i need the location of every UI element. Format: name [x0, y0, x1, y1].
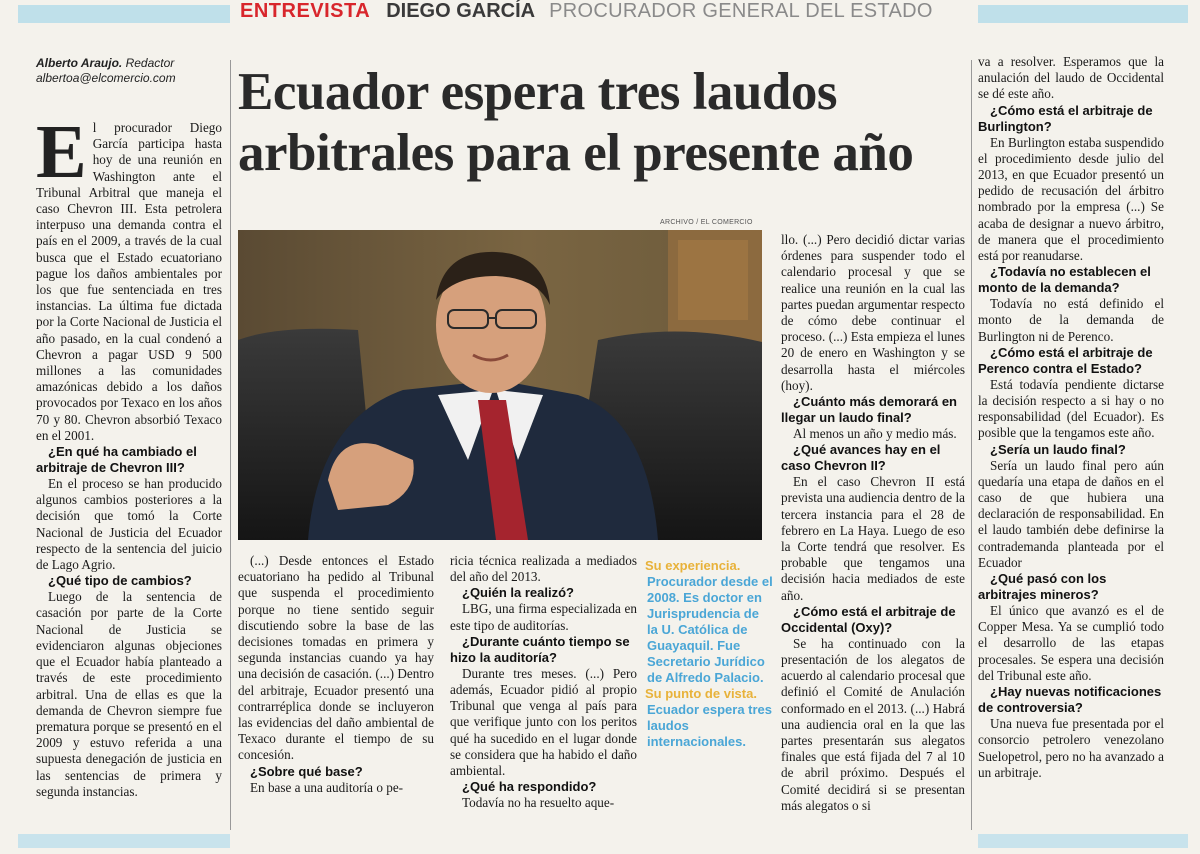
- question: ¿Quién la realizó?: [462, 585, 574, 601]
- sidebar-text-experience: Procurador desde el 2008. Es doctor en Jurisprudencia de la U. Católica de Guayaquil. Fue Secretario Jurídico de Alfredo Palacio.: [647, 574, 773, 685]
- column-3: [450, 553, 637, 811]
- question: ¿Todavía no establecen el monto de la demanda?: [978, 264, 1151, 296]
- answer: Se ha continuado con la presentación de los alegatos de acuerdo al calendario procesal que definió el Comité de Anulación conformado en el 2013. (...) Habrá una audiencia oral en la que las partes presentarán sus alegatos finales que está fijada del 7 al 10 de abril próximo. Después el Comité decidirá si se presentan más alegatos o si: [781, 635, 965, 813]
- photo-credit: ARCHIVO / EL COMERCIO: [660, 219, 753, 226]
- byline: [36, 56, 176, 86]
- answer: En Burlington estaba suspendido el procedimiento desde julio del 2013, en que Ecuador presentó un pedido de recusación del árbitro nombrado por la empresa (...) Se acaba de designar a nuevo árbitro, de manera que el procedimiento está por reanudarse.: [978, 134, 1164, 264]
- section-label: ENTREVISTA: [240, 0, 371, 22]
- answer: Sería un laudo final pero aún quedaría una etapa de daños en el caso de que hubiera una declaración de responsabilidad. En el laudo también debe definirse la contrademanda planteada por el Ecuador: [978, 457, 1164, 570]
- question: ¿Cómo está el arbitraje de Burlington?: [978, 102, 1153, 134]
- author-title: Redactor: [125, 56, 175, 70]
- bottom-right-color-band: [978, 834, 1188, 848]
- headline: [238, 62, 968, 184]
- interview-photo: [238, 230, 762, 540]
- question: ¿Sobre qué base?: [250, 763, 363, 779]
- portrait-illustration: [238, 230, 762, 540]
- answer: Al menos un año y medio más.: [793, 426, 957, 442]
- column-4: [781, 232, 965, 814]
- author-name: Alberto Araujo.: [36, 56, 123, 70]
- answer: Todavía no ha resuelto aque-: [462, 795, 615, 811]
- sidebar-heading-viewpoint: Su punto de vista.: [645, 686, 757, 701]
- answer: En base a una auditoría o pe-: [250, 779, 404, 795]
- headline-line-2: arbitrales para el presente año: [238, 124, 914, 182]
- answer: (...) Desde entonces el Estado ecuatoriano ha pedido al Tribunal que suspenda el procedimiento porque no tiene sentido seguir discutiendo sobre la base de las decisiones tomadas en primera y segunda instancias cuando ya hay una decisión de casación. (...) Dentro del arbitraje, Ecuador presentó una contrarréplica donde se incluyeron las evidencias del daño ambiental de Texaco durante el tiempo de su concesión.: [238, 553, 434, 763]
- profile-sidebar: [645, 558, 773, 750]
- interviewee-name: DIEGO GARCÍA: [386, 0, 536, 22]
- answer: El único que avanzó es el de Copper Mesa. Ya se cumplió todo el desarrollo de las etapas procesales. Se espera una decisión del Tribunal este año.: [978, 603, 1164, 683]
- question: ¿Sería un laudo final?: [990, 441, 1126, 457]
- question: ¿Cómo está el arbitraje de Occidental (Oxy)?: [781, 603, 956, 635]
- interviewee-role: PROCURADOR GENERAL DEL ESTADO: [549, 0, 933, 22]
- question: ¿Qué tipo de cambios?: [48, 573, 192, 589]
- column-divider: [230, 60, 231, 830]
- section-header: [240, 0, 933, 30]
- question: ¿Hay nuevas notificaciones de controversia?: [978, 684, 1162, 716]
- answer: ricia técnica realizada a mediados del año del 2013.: [450, 553, 637, 585]
- question: ¿Durante cuánto tiempo se hizo la auditoría?: [450, 633, 630, 665]
- answer: Una nueva fue presentada por el consorcio petrolero venezolano Suelopetrol, pero no ha avanzado a un arbitraje.: [978, 716, 1164, 780]
- headline-line-1: Ecuador espera tres laudos: [238, 63, 837, 121]
- column-2: [238, 553, 434, 796]
- sidebar-heading-experience: Su experiencia.: [645, 558, 741, 573]
- top-right-color-band: [978, 5, 1188, 23]
- author-email: albertoa@elcomercio.com: [36, 71, 176, 85]
- column-5: [978, 54, 1164, 781]
- answer: En el caso Chevron II está prevista una audiencia dentro de la tercera instancia para el 28 de febrero en La Haya. Luego de eso la Corte tendrá que resolver. Es probable que tengamos una decisión hacia mediados de este año.: [781, 474, 965, 603]
- answer: En el proceso se han producido algunos cambios posteriores a la decisión que tomó la Corte Nacional de Justicia del Ecuador respecto de la sentencia del juicio de Lago Agrio.: [36, 476, 222, 573]
- answer: llo. (...) Pero decidió dictar varias órdenes para suspender todo el calendario procesal y que se realice una reunión en la cual las partes puedan argumentar respecto de cómo debe continuar el proceso. (...) Esta empieza el lunes 20 de enero en Washington y se desarrolla hasta el miércoles (hoy).: [781, 232, 965, 393]
- question: ¿Cuánto más demorará en llegar un laudo final?: [781, 394, 957, 426]
- sidebar-text-viewpoint: Ecuador espera tres laudos internacionales.: [647, 702, 773, 749]
- answer: va a resolver. Esperamos que la anulación del laudo de Occidental se dé este año.: [978, 54, 1164, 102]
- question: ¿Cómo está el arbitraje de Perenco contra el Estado?: [978, 344, 1153, 376]
- column-1: [36, 110, 222, 800]
- answer: Todavía no está definido el monto de la demanda de Burlington ni de Perenco.: [978, 296, 1164, 344]
- top-left-color-band: [18, 5, 230, 23]
- drop-cap: E: [36, 110, 87, 194]
- answer: Está todavía pendiente dictarse la decisión respecto a si hay o no responsabilidad (del Ecuador). Es posible que la tengamos este año.: [978, 376, 1164, 441]
- bottom-left-color-band: [18, 834, 230, 848]
- question: ¿Qué pasó con los arbitrajes mineros?: [978, 571, 1107, 603]
- question: ¿Qué ha respondido?: [462, 779, 597, 795]
- column-divider: [971, 60, 972, 830]
- answer: LBG, una firma especializada en este tipo de auditorías.: [450, 601, 637, 633]
- answer: Durante tres meses. (...) Pero además, Ecuador pidió al propio Tribunal que venga al país para que verifique junto con los peritos qué ha sucedido en el lugar donde se considera que ha habido el daño ambiental.: [450, 665, 637, 779]
- question: ¿Qué avances hay en el caso Chevron II?: [781, 442, 941, 474]
- intro-paragraph: l procurador Diego García participa hasta hoy de una reunión en Washington ante el Tribunal Arbitral que maneja el caso Chevron III. Esta petrolera interpuso una demanda contra el país en el 2009, a través de la cual busca que el Estado ecuatoriano pague los daños ambientales por los que fue sentenciada en tres instancias. La última fue dictada por la Corte Nacional de Justicia el año pasado, en la cual condenó a Chevron a pagar USD 9 500 millones a las comunidades amazónicas debido a los daños provocados por Texaco en los años 70 y 80. Chevron absorbió Texaco en el 2001.: [36, 120, 222, 443]
- answer: Luego de la sentencia de casación por parte de la Corte Nacional de Justicia se evidenciaron algunas objeciones que el Ecuador había planteado a través de este procedimiento arbitral. Una de ellas es que la demanda de Chevron siempre fue prematura porque se presentó en el 2009 y estuvo referida a una supuesta denegación de justicia en las sentencias de primera y segunda instancias.: [36, 589, 222, 799]
- question: ¿En qué ha cambiado el arbitraje de Chevron III?: [36, 444, 197, 476]
